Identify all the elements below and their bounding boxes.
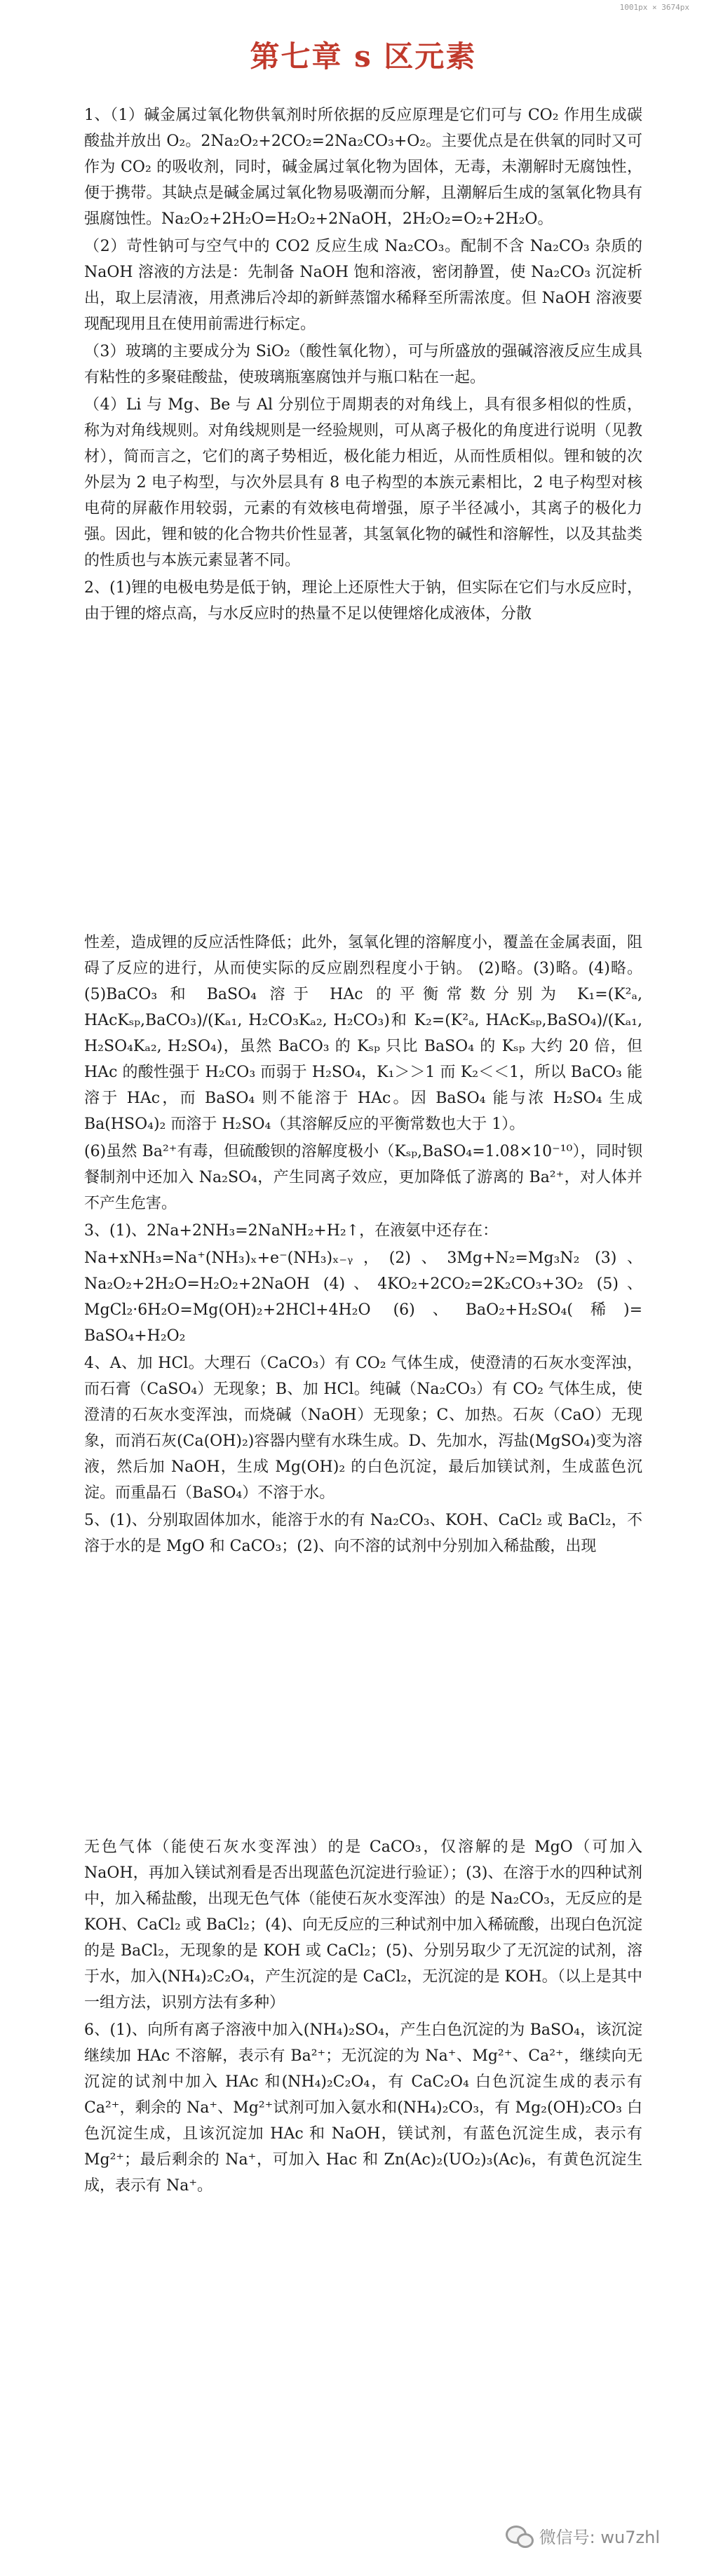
paragraph-text: 3、(1)、2Na+2NH₃=2NaNH₂+H₂↑，在液氨中还存在： — [84, 1222, 499, 1240]
chapter-title: 第七章 s 区元素 — [250, 39, 477, 74]
blank-gap — [84, 627, 642, 930]
paragraph-text: 6、(1)、向所有离子溶液中加入(NH₄)₂SO₄，产生白色沉淀的为 BaSO₄，该沉淀继续加 HAc 不溶解，表示有 Ba²⁺；无沉淀的为 Na⁺、Mg²⁺、Ca²⁺，继续向无沉淀的试剂中加入 HAc 和(NH₄)₂C₂O₄，有 CaC₂O₄ 白色沉淀生成的表示有 Ca²⁺，剩余的 Na⁺、Mg²⁺试剂可加入氨水和(NH₄)₂CO₃，有 Mg₂(OH)₂CO₃ 白色沉淀生成，且该沉淀加 HAc 和 NaOH，镁试剂，有蓝色沉淀生成，表示有 Mg²⁺；最后剩余的 Na⁺，可加入 Hac 和 Zn(Ac)₂(UO₂)₃(Ac)₆，有黄色沉淀生成，表示有 Na⁺。 — [84, 2021, 642, 2195]
paragraph-text: 性差，造成锂的反应活性降低；此外，氢氧化锂的溶解度小，覆盖在金属表面，阻碍了反应的进行，从而使实际的反应剧烈程度小于钠。 (2)略。(3)略。(4)略。(5)BaCO₃ 和 BaSO₄ 溶于 HAc 的平衡常数分别为 K₁=(K²ₐ, HAcKₛₚ,BaCO₃)/(Kₐ₁, H₂CO₃Kₐ₂, H₂CO₃)和 K₂=(K²ₐ, HAcKₛₚ,BaSO₄)/(Kₐ₁, H₂SO₄Kₐ₂, H₂SO₄)，虽然 BaCO₃ 的 Kₛₚ 只比 BaSO₄ 的 Kₛₚ 大约 20 倍，但 HAc 的酸性强于 H₂CO₃ 而弱于 H₂SO₄，K₁＞＞1 而 K₂＜＜1，所以 BaCO₃ 能溶于 HAc，而 BaSO₄ 则不能溶于 HAc。因 BaSO₄ 能与浓 H₂SO₄ 生成 Ba(HSO₄)₂ 而溶于 H₂SO₄（其溶解反应的平衡常数也大于 1）。 — [84, 934, 642, 1133]
paragraph-text: （2）苛性钠可与空气中的 CO2 反应生成 Na₂CO₃。配制不含 Na₂CO₃ 杂质的 NaOH 溶液的方法是：先制备 NaOH 饱和溶液，密闭静置，使 Na₂CO₃ 沉淀析出，取上层清液，用煮沸后冷却的新鲜蒸馏水稀释至所需浓度。但 NaOH 溶液要现配现用且在使用前需进行标定。 — [84, 238, 642, 333]
paragraph-text: 5、(1)、分别取固体加水，能溶于水的有 Na₂CO₃、KOH、CaCl₂ 或 BaCl₂，不溶于水的是 MgO 和 CaCO₃；(2)、向不溶的试剂中分别加入稀盐酸，出现 — [84, 1512, 642, 1555]
wechat-icon — [506, 2526, 534, 2547]
section-part2 — [84, 930, 642, 1559]
paragraph-text: (6)虽然 Ba²⁺有毒，但硫酸钡的溶解度极小（Kₛₚ,BaSO₄=1.08×10⁻¹⁰），同时钡餐制剂中还加入 Na₂SO₄，产生同离子效应，更加降低了游离的 Ba²⁺，对人体并不产生危害。 — [84, 1143, 642, 1212]
blank-gap — [84, 1559, 642, 1834]
dimension-badge: 1001px × 3674px — [619, 3, 689, 12]
paragraph — [84, 1350, 642, 1506]
paragraph — [84, 102, 642, 232]
paragraph — [84, 233, 642, 337]
paragraph-text: （4）Li 与 Mg、Be 与 Al 分别位于周期表的对角线上，具有很多相似的性质，称为对角线规则。对角线规则是一经验规则，可从离子极化的角度进行说明（见教材），简而言之，它们的离子势相近，极化能力相近，从而性质相似。锂和铍的次外层为 2 电子构型，与次外层具有 8 电子构型的本族元素相比，2 电子构型对核电荷的屏蔽作用较弱，元素的有效核电荷增强，原子半径减小，其离子的极化力强。因此，锂和铍的化合物共价性显著，其氢氧化物的碱性和溶解性，以及其盐类的性质也与本族元素显著不同。 — [84, 396, 642, 569]
paragraph — [84, 575, 642, 627]
paragraph-text: Na+xNH₃=Na⁺(NH₃)ₓ+e⁻(NH₃)ₓ₋ᵧ，(2)、3Mg+N₂=Mg₃N₂ (3)、Na₂O₂+2H₂O=H₂O₂+2NaOH (4)、4KO₂+2CO₂=2K₂CO₃+3O₂ (5)、MgCl₂·6H₂O=Mg(OH)₂+2HCl+4H₂O (6)、BaO₂+H₂SO₄(稀)= BaSO₄+H₂O₂ — [84, 1249, 642, 1345]
paragraph — [84, 392, 642, 574]
paragraph-text: （3）玻璃的主要成分为 SiO₂（酸性氧化物），可与所盛放的强碱溶液反应生成具有粘性的多聚硅酸盐，使玻璃瓶塞腐蚀并与瓶口粘在一起。 — [84, 343, 642, 386]
watermark — [506, 2523, 660, 2548]
paragraph-text: 1、（1）碱金属过氧化物供氧剂时所依据的反应原理是它们可与 CO₂ 作用生成碳酸盐并放出 O₂。2Na₂O₂+2CO₂=2Na₂CO₃+O₂。主要优点是在供氧的同时又可作为 CO₂ 的吸收剂，同时，碱金属过氧化物为固体，无毒，未潮解时无腐蚀性，便于携带。其缺点是碱金属过氧化物易吸潮而分解，且潮解后生成的氢氧化物具有强腐蚀性。Na₂O₂+2H₂O=H₂O₂+2NaOH，2H₂O₂=O₂+2H₂O。 — [84, 107, 642, 228]
paragraph-text: 4、A、加 HCl。大理石（CaCO₃）有 CO₂ 气体生成，使澄清的石灰水变浑浊，而石膏（CaSO₄）无现象；B、加 HCl。纯碱（Na₂CO₃）有 CO₂ 气体生成，使澄清的石灰水变浑浊，而烧碱（NaOH）无现象；C、加热。石灰（CaO）无现象，而消石灰(Ca(OH)₂)容器内壁有水珠生成。D、先加水，泻盐(MgSO₄)变为溶液，然后加 NaOH，生成 Mg(OH)₂ 的白色沉淀，最后加镁试剂，生成蓝色沉淀。而重晶石（BaSO₄）不溶于水。 — [84, 1355, 642, 1502]
paragraph — [84, 1834, 642, 2016]
paragraph-text: 无色气体（能使石灰水变浑浊）的是 CaCO₃，仅溶解的是 MgO（可加入 NaOH，再加入镁试剂看是否出现蓝色沉淀进行验证）；(3)、在溶于水的四种试剂中，加入稀盐酸，出现无色气体（能使石灰水变浑浊）的是 Na₂CO₃，无反应的是 KOH、CaCl₂ 或 BaCl₂；(4)、向无反应的三种试剂中加入稀硫酸，出现白色沉淀的是 BaCl₂，无现象的是 KOH 或 CaCl₂；(5)、分别另取少了无沉淀的试剂，溶于水，加入(NH₄)₂C₂O₄，产生沉淀的是 CaCl₂，无沉淀的是 KOH。（以上是其中一组方法，识别方法有多种） — [84, 1838, 642, 2012]
paragraph — [84, 930, 642, 1137]
paragraph — [84, 1245, 642, 1349]
paragraph — [84, 2017, 642, 2199]
paragraph — [84, 1139, 642, 1216]
document-page — [84, 20, 642, 2199]
paragraph-text: 2、(1)锂的电极电势是低于钠，理论上还原性大于钠，但实际在它们与水反应时，由于锂的熔点高，与水反应时的热量不足以使锂熔化成液体，分散 — [84, 579, 642, 623]
paragraph — [84, 339, 642, 391]
paragraph — [84, 1218, 642, 1244]
paragraph — [84, 1507, 642, 1559]
section-part3 — [84, 1834, 642, 2199]
section-part1 — [84, 102, 642, 627]
watermark-text: 微信号: wu7zhl — [539, 2528, 660, 2547]
